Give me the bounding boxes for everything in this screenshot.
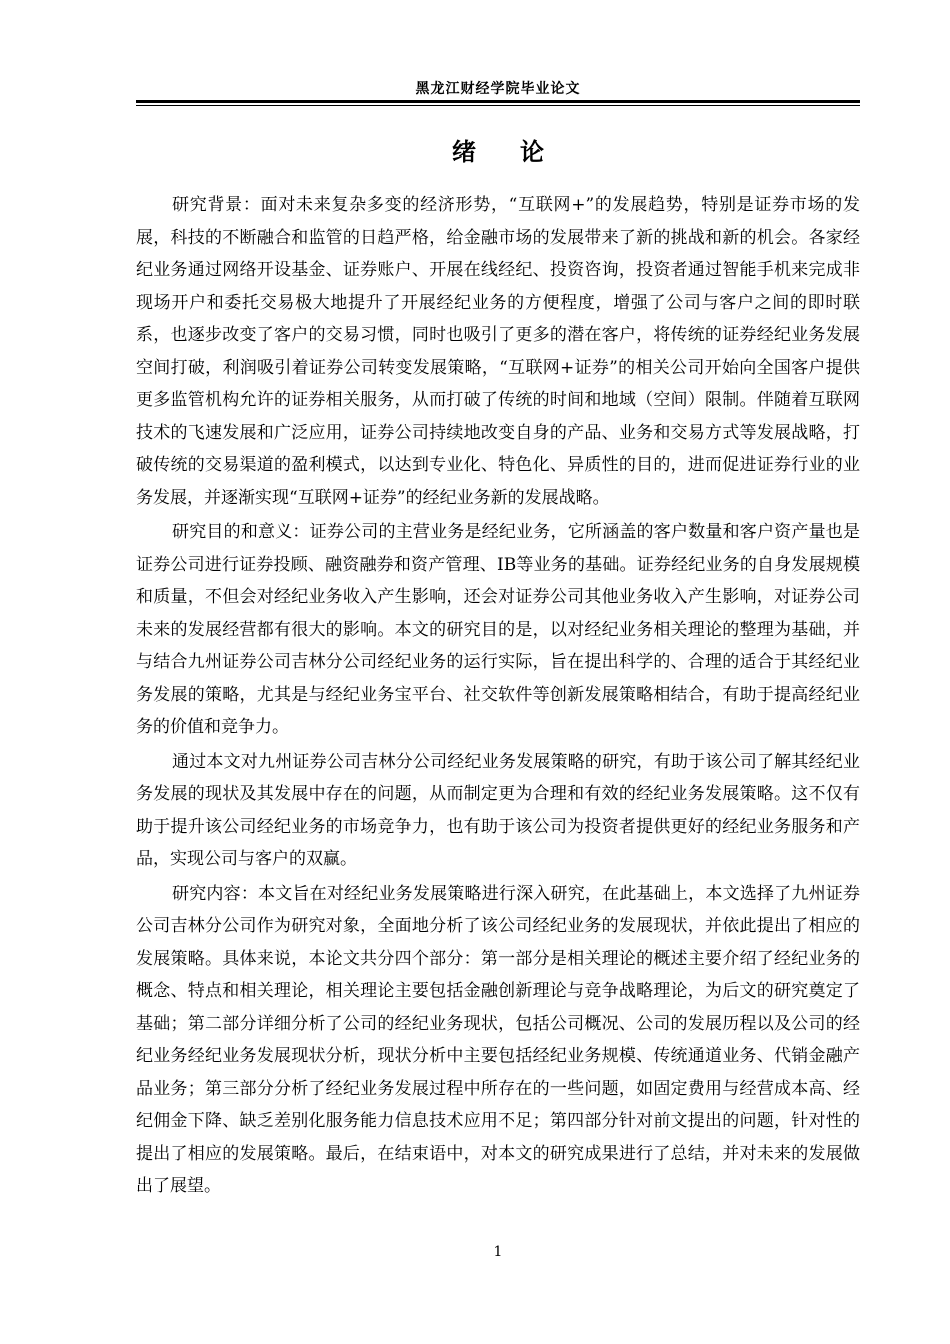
header-rule-thick [136,100,860,103]
body-text [136,189,860,1205]
chapter-title: 绪论 [452,137,588,166]
running-header: 黑龙江财经学院毕业论文 [415,81,581,97]
paragraph-significance: 通过本文对九州证券公司吉林分公司经纪业务发展策略的研究，有助于该公司了解其经纪业务发展的现状及其发展中存在的问题，从而制定更为合理和有效的经纪业务发展策略。这不仅有助于提升该公司经纪业务的市场竞争力，也有助于该公司为投资者提供更好的经纪业务服务和产品，实现公司与客户的双赢。 [136,751,860,869]
paragraph-content: 研究内容：本文旨在对经纪业务发展策略进行深入研究，在此基础上，本文选择了九州证券公司吉林分公司作为研究对象，全面地分析了该公司经纪业务的发展现状，并依此提出了相应的发展策略。具体来说，本论文共分四个部分：第一部分是相关理论的概述主要介绍了经纪业务的概念、特点和相关理论，相关理论主要包括金融创新理论与竞争战略理论，为后文的研究奠定了基础；第二部分详细分析了公司的经纪业务现状，包括公司概况、公司的发展历程以及公司的经纪业务经纪业务发展现状分析，现状分析中主要包括经纪业务规模、传统通道业务、代销金融产品业务；第三部分分析了经纪业务发展过程中所存在的一些问题，如固定费用与经营成本高、经纪佣金下降、缺乏差别化服务能力信息技术应用不足；第四部分针对前文提出的问题，针对性的提出了相应的发展策略。最后，在结束语中，对本文的研究成果进行了总结，并对未来的发展做出了展望。 [136,883,860,1196]
header-rule-thin [136,105,860,106]
paragraph-background: 研究背景：面对未来复杂多变的经济形势，“互联网+”的发展趋势，特别是证券市场的发展，科技的不断融合和监管的日趋严格，给金融市场的发展带来了新的挑战和新的机会。各家经纪业务通过网络开设基金、证券账户、开展在线经纪、投资咨询，投资者通过智能手机来完成非现场开户和委托交易极大地提升了开展经纪业务的方便程度，增强了公司与客户之间的即时联系，也逐步改变了客户的交易习惯，同时也吸引了更多的潜在客户，将传统的证券经纪业务发展空间打破，利润吸引着证券公司转变发展策略，“互联网+证券”的相关公司开始向全国客户提供更多监管机构允许的证券相关服务，从而打破了传统的时间和地域（空间）限制。伴随着互联网技术的飞速发展和广泛应用，证券公司持续地改变自身的产品、业务和交易方式等发展战略，打破传统的交易渠道的盈利模式，以达到专业化、特色化、异质性的目的，进而促进证券行业的业务发展，并逐渐实现“互联网+证券”的经纪业务新的发展战略。 [136,195,860,508]
page-number: 1 [493,1244,503,1260]
paragraph-purpose: 研究目的和意义：证券公司的主营业务是经纪业务，它所涵盖的客户数量和客户资产量也是证券公司进行证券投顾、融资融券和资产管理、IB等业务的基础。证券经纪业务的自身发展规模和质量，不但会对经纪业务收入产生影响，还会对证券公司其他业务收入产生影响，对证券公司未来的发展经营都有很大的影响。本文的研究目的是，以对经纪业务相关理论的整理为基础，并与结合九州证券公司吉林分公司经纪业务的运行实际，旨在提出科学的、合理的适合于其经纪业务发展的策略，尤其是与经纪业务宝平台、社交软件等创新发展策略相结合，有助于提高经纪业务的价值和竞争力。 [136,522,860,737]
